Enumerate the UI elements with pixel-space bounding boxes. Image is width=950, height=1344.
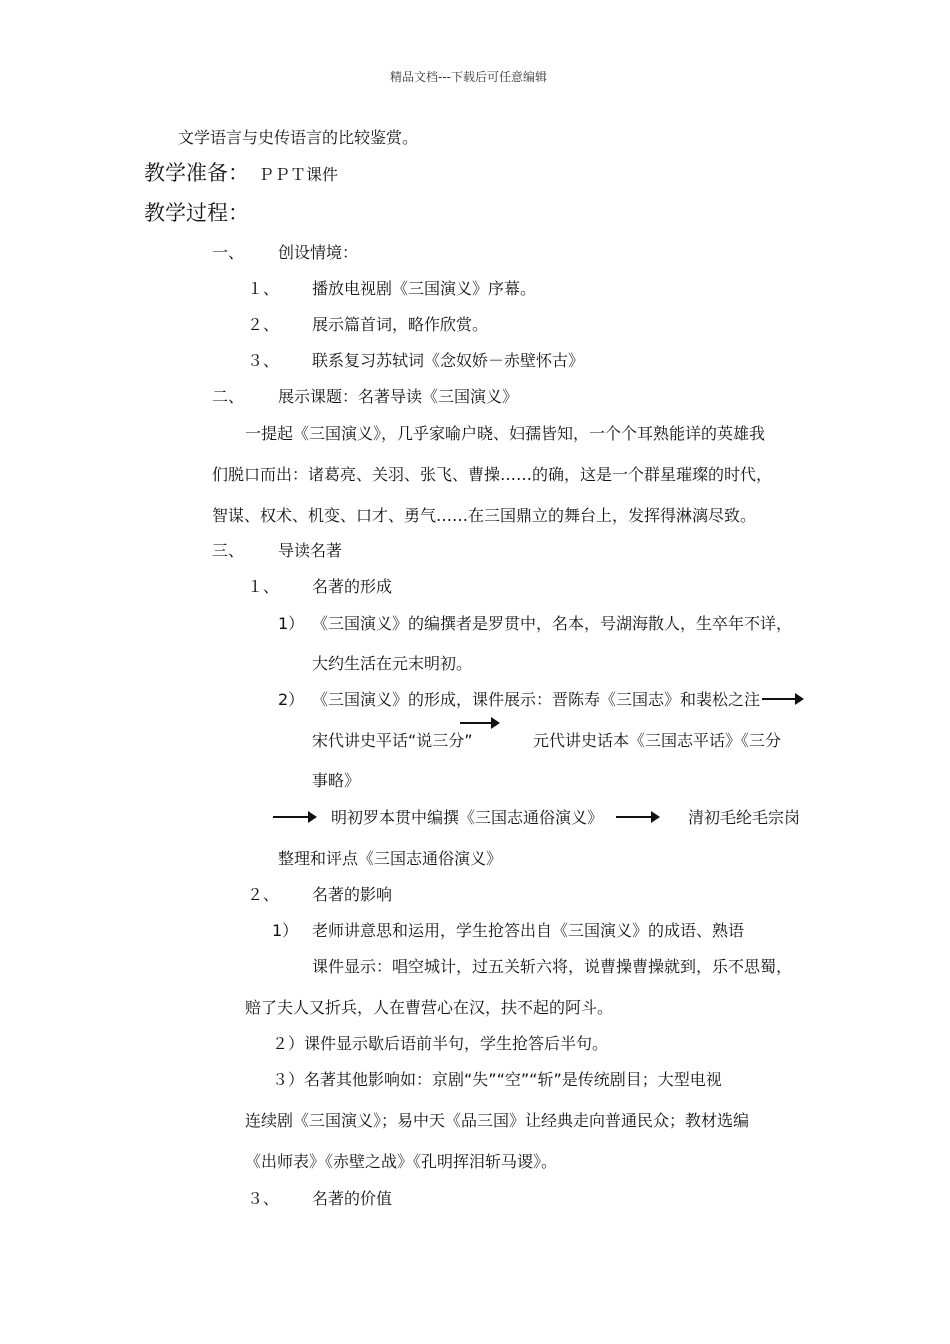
s1-item-2: 展示篇首词，略作欣赏。 [312,315,489,334]
paragraph-1-line-1: 一提起《三国演义》，几乎家喻户晓、妇孺皆知，一个个耳熟能详的英雄我 [245,424,766,443]
sub-a1-number: 1） [278,614,305,633]
section-1-title: 创设情境： [278,243,359,262]
s3-item-3: 名著的价值 [312,1189,393,1208]
s3-item-2-number: ２、 [247,885,280,904]
prep-value: ＰＰＴ课件 [258,165,339,184]
sub-a1-line-2: 大约生活在元末明初。 [312,654,473,673]
sub-a2-line-2b: 元代讲史话本《三国志平话》《三分 [533,731,782,750]
s3-item-3-number: ３、 [247,1189,280,1208]
flow-arrow-4 [616,816,658,818]
s1-item-3-number: ３、 [247,351,280,370]
section-3-number: 三、 [212,541,245,560]
sub-b2: ２）课件显示歇后语前半句，学生抢答后半句。 [272,1034,609,1053]
section-3-title: 导读名著 [278,541,343,560]
sub-b1-number: 1） [272,921,299,940]
sub-b1-line-1: 老师讲意思和运用，学生抢答出自《三国演义》的成语、熟语 [312,921,745,940]
s3-item-2: 名著的影响 [312,885,393,904]
sub-a2-line-4a: 明初罗本贯中编撰《三国志通俗演义》 [331,808,604,827]
sub-a2-line-1: 《三国演义》的形成，课件展示：晋陈寿《三国志》和裴松之注 [312,690,761,709]
sub-b1-line-3: 赔了夫人又折兵，人在曹营心在汉，扶不起的阿斗。 [245,998,614,1017]
sub-a2-line-4b: 清初毛纶毛宗岗 [688,808,801,827]
sub-b3-line-1: ３）名著其他影响如：京剧“失”“空”“斩”是传统剧目；大型电视 [272,1070,722,1089]
section-2-title: 展示课题：名著导读《三国演义》 [278,387,519,406]
sub-a2-line-5: 整理和评点《三国志通俗演义》 [278,849,503,868]
prep-label: 教学准备： [144,161,249,185]
paragraph-1-line-3: 智谋、权术、机变、口才、勇气……在三国鼎立的舞台上，发挥得淋漓尽致。 [212,506,757,525]
flow-arrow-1 [762,698,802,700]
section-1-number: 一、 [212,243,245,262]
section-2-number: 二、 [212,387,245,406]
sub-b1-line-2: 课件显示：唱空城计，过五关斩六将，说曹操曹操就到，乐不思蜀， [312,957,793,976]
s1-item-1-number: １、 [247,279,280,298]
sub-a1-line-1: 《三国演义》的编撰者是罗贯中，名本，号湖海散人，生卒年不详， [312,614,793,633]
flow-arrow-3 [273,816,315,818]
paragraph-1-line-2: 们脱口而出：诸葛亮、关羽、张飞、曹操……的确，这是一个群星璀璨的时代， [212,465,773,484]
s1-item-2-number: ２、 [247,315,280,334]
process-label: 教学过程： [144,201,249,225]
flow-arrow-2 [460,722,498,724]
sub-a2-line-2a: 宋代讲史平话“说三分” [312,731,473,750]
sub-a2-line-3: 事略》 [312,771,361,790]
s1-item-3: 联系复习苏轼词《念奴娇－赤壁怀古》 [312,351,585,370]
intro-line: 文学语言与史传语言的比较鉴赏。 [178,128,419,147]
sub-b3-line-3: 《出师表》《赤壁之战》《孔明挥泪斩马谡》。 [245,1152,558,1171]
s3-item-1: 名著的形成 [312,577,393,596]
s3-item-1-number: １、 [247,577,280,596]
sub-b3-line-2: 连续剧《三国演义》；易中天《品三国》让经典走向普通民众；教材选编 [245,1111,750,1130]
s1-item-1: 播放电视剧《三国演义》序幕。 [312,279,537,298]
page-header: 精品文档---下载后可任意编辑 [390,70,547,84]
sub-a2-number: 2） [278,690,305,709]
